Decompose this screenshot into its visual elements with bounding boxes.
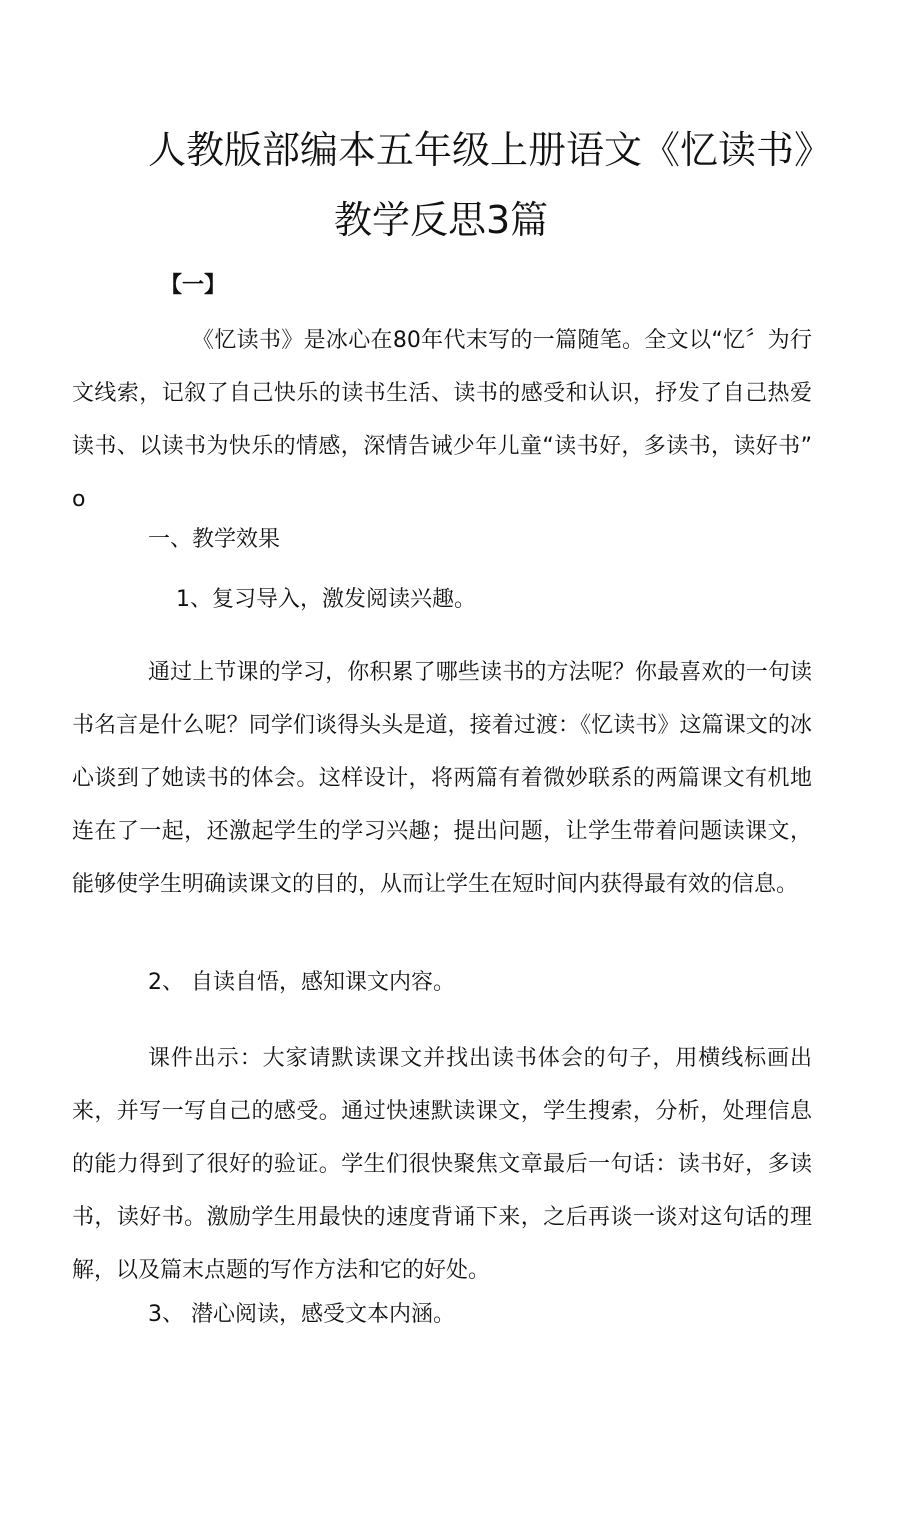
step-2-title: 2、 自读自悟，感知课文内容。 — [148, 970, 455, 995]
step-1-paragraph: 通过上节课的学习，你积累了哪些读书的方法呢？你最喜欢的一句读书名言是什么呢？同学们谈得头头是道，接着过渡：《忆读书》这篇课文的冰心谈到了她读书的体会。这样设计，将两篇有着微妙联系的两篇课文有机地连在了一起，还激起学生的学习兴趣；提出问题，让学生带着问题读课文，能够使学生明确读课文的目的，从而让学生在短时间内获得最有效的信息。 — [72, 660, 812, 897]
step-1-title: 1、复习导入，激发阅读兴趣。 — [176, 587, 476, 612]
title-line-2: 教学反思3篇 — [334, 198, 549, 242]
title-line-1: 人教版部编本五年级上册语文《忆读书》 — [148, 128, 833, 172]
section-marker: 【一】 — [160, 273, 227, 298]
section-heading-teaching-effect: 一、教学效果 — [148, 527, 281, 552]
step-3-title: 3、 潜心阅读，感受文本内涵。 — [148, 1302, 455, 1327]
step-2-paragraph: 课件出示：大家请默读课文并找出读书体会的句子，用横线标画出来，并写一写自己的感受。通过快速默读课文，学生搜索，分析，处理信息的能力得到了很好的验证。学生们很快聚焦文章最后一句话：读书好，多读书，读好书。激励学生用最快的速度背诵下来，之后再谈一谈对这句话的理解，以及篇末点题的写作方法和它的好处。 — [72, 1046, 812, 1283]
intro-paragraph: 《忆读书》是冰心在80年代末写的一篇随笔。全文以“忆〞为行文线索，记叙了自己快乐的读书生活、读书的感受和认识，抒发了自己热爱读书、以读书为快乐的情感，深情告诫少年儿童“读书好，多读书，读好书” o — [72, 328, 812, 512]
